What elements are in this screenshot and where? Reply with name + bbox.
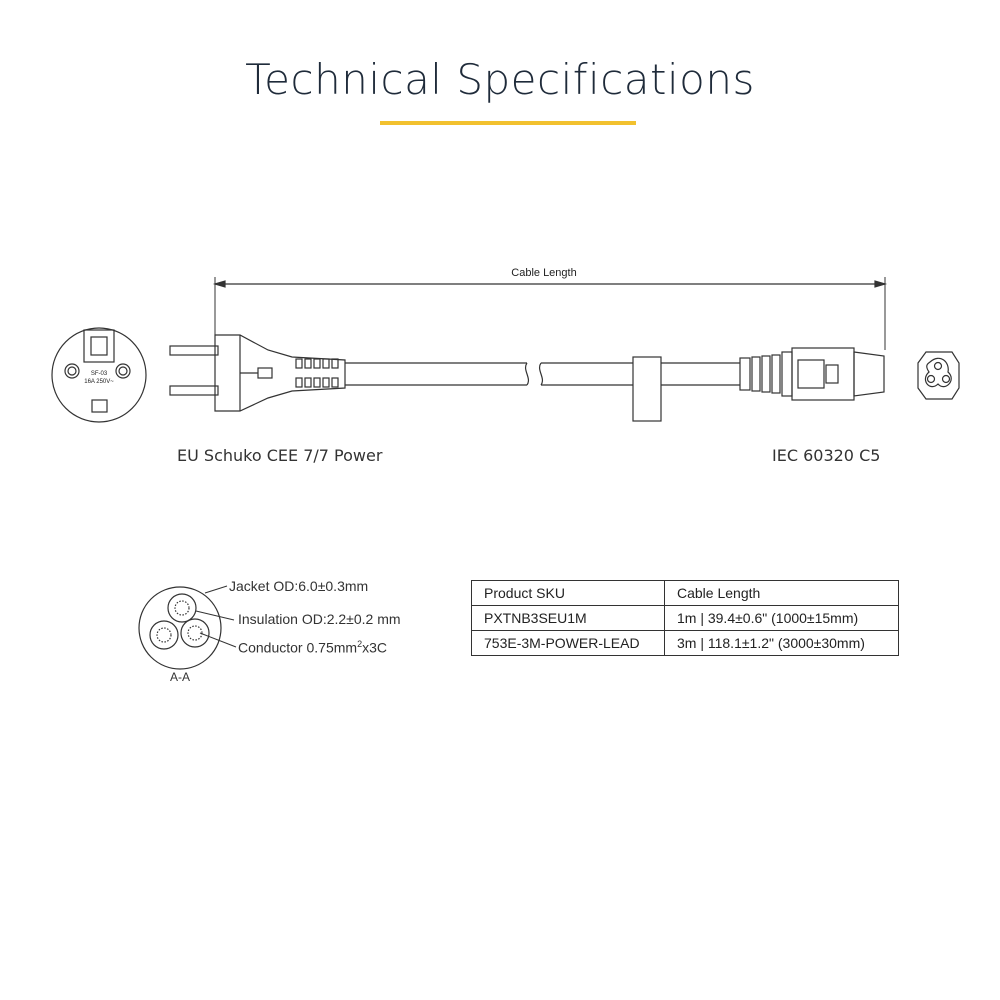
right-connector-label: IEC 60320 C5 [772,446,881,465]
left-connector-label: EU Schuko CEE 7/7 Power [177,446,383,465]
table-row [472,631,899,656]
c5-connector-face [918,352,959,399]
header-product-sku: Product SKU [472,581,665,606]
length-cell: 3m | 118.1±1.2" (3000±30mm) [665,631,899,656]
spec-table [471,580,899,656]
length-cell: 1m | 39.4±0.6" (1000±15mm) [665,606,899,631]
cable-cross-section [139,586,236,669]
plug-face-text-line1: SF-03 [90,371,108,377]
sku-cell: 753E-3M-POWER-LEAD [472,631,665,656]
table-row [472,606,899,631]
table-header-row [472,581,899,606]
cable-length-label: Cable Length [511,267,577,279]
cable-body [345,357,740,421]
jacket-spec: Jacket OD:6.0±0.3mm [229,578,369,594]
conductor-spec-suffix: x3C [362,639,387,656]
header-cable-length: Cable Length [665,581,899,606]
conductor-spec [238,639,387,656]
c5-connector-side [740,348,884,400]
schuko-plug-side [170,335,345,411]
plug-face-text-line2: 16A 250V~ [84,379,114,385]
cable-length-dimension [215,267,885,350]
schuko-plug-face [52,328,146,422]
page-title: Technical Specifications [245,55,755,104]
conductor-spec-prefix: Conductor 0.75mm [238,639,358,656]
conductor-spec-sup: 2 [357,639,363,649]
insulation-spec: Insulation OD:2.2±0.2 mm [238,611,401,627]
section-label: A-A [170,670,191,684]
sku-cell: PXTNB3SEU1M [472,606,665,631]
